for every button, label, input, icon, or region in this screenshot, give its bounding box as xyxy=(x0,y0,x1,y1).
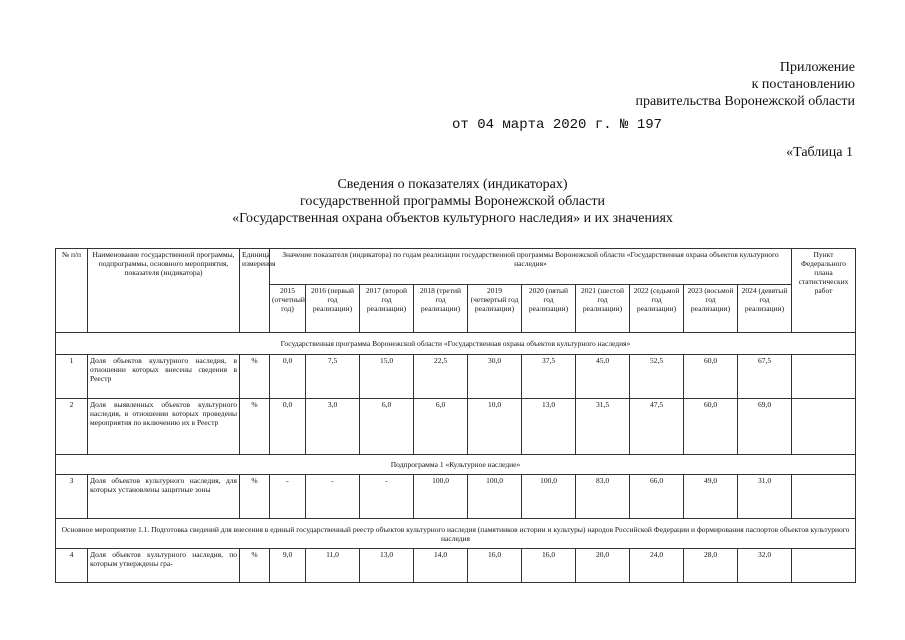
value-cell: - xyxy=(306,475,360,519)
header-year: 2017 (второй год реализации) xyxy=(360,285,414,333)
value-cell: 30,0 xyxy=(468,355,522,399)
value-cell: 37,5 xyxy=(522,355,576,399)
row-name: Доля объектов культурного наследия, для которых установлены защитные зоны xyxy=(88,475,240,519)
header-plan: Пункт Федерального плана статистических работ xyxy=(792,249,856,333)
value-cell: 6,0 xyxy=(414,399,468,455)
header-year: 2022 (седьмой год реализации) xyxy=(630,285,684,333)
value-cell: 67,5 xyxy=(738,355,792,399)
value-cell: 28,0 xyxy=(684,549,738,583)
document-title-line-1: Сведения о показателях (индикаторах) xyxy=(337,177,568,192)
value-cell: 3,0 xyxy=(306,399,360,455)
table-row xyxy=(56,549,856,583)
value-cell: 14,0 xyxy=(414,549,468,583)
header-values-group: Значение показателя (индикатора) по годам реализации государственной программы Воронежской области «Государственная охрана объектов культурного наследия» xyxy=(270,249,792,285)
header-year: 2016 (первый год реализации) xyxy=(306,285,360,333)
table-row xyxy=(56,355,856,399)
row-unit: % xyxy=(240,475,270,519)
value-cell: 22,5 xyxy=(414,355,468,399)
section-main-activity: Основное мероприятие 1.1. Подготовка сведений для внесения в единый государственный реестр объектов культурного наследия (памятников истории и культуры) народов Российской Федерации и формирования паспортов объектов культурного наследия xyxy=(56,519,856,549)
row-name: Доля выявленных объектов культурного наследия, в отношении которых проведены мероприятия по включению их в Реестр xyxy=(88,399,240,455)
value-cell: 13,0 xyxy=(522,399,576,455)
value-cell: - xyxy=(360,475,414,519)
value-cell: 100,0 xyxy=(522,475,576,519)
row-num: 1 xyxy=(56,355,88,399)
value-cell: 45,0 xyxy=(576,355,630,399)
row-unit: % xyxy=(240,399,270,455)
row-num: 4 xyxy=(56,549,88,583)
value-cell: 13,0 xyxy=(360,549,414,583)
plan-cell xyxy=(792,475,856,519)
value-cell: 0,0 xyxy=(270,355,306,399)
value-cell: 31,5 xyxy=(576,399,630,455)
header-name: Наименование государственной программы, подпрограммы, основного мероприятия, показателя (индикатора) xyxy=(88,249,240,333)
value-cell: 11,0 xyxy=(306,549,360,583)
table-row xyxy=(56,475,856,519)
value-cell: 20,0 xyxy=(576,549,630,583)
value-cell: 31,0 xyxy=(738,475,792,519)
header-year: 2020 (пятый год реализации) xyxy=(522,285,576,333)
header-num: № п/п xyxy=(56,249,88,333)
row-unit: % xyxy=(240,355,270,399)
value-cell: 47,5 xyxy=(630,399,684,455)
value-cell: 49,0 xyxy=(684,475,738,519)
header-year: 2023 (восьмой год реализации) xyxy=(684,285,738,333)
value-cell: 66,0 xyxy=(630,475,684,519)
row-name: Доля объектов культурного наследия, в отношении которых внесены сведения в Реестр xyxy=(88,355,240,399)
header-year: 2019 (четвертый год реализации) xyxy=(468,285,522,333)
indicators-table xyxy=(55,248,856,583)
value-cell: 60,0 xyxy=(684,399,738,455)
value-cell: 69,0 xyxy=(738,399,792,455)
value-cell: 6,0 xyxy=(360,399,414,455)
row-unit: % xyxy=(240,549,270,583)
value-cell: 100,0 xyxy=(468,475,522,519)
section-program: Государственная программа Воронежской области «Государственная охрана объектов культурного наследия» xyxy=(56,333,856,355)
appendix-label: Приложение xyxy=(779,60,855,75)
header-year: 2018 (третий год реализации) xyxy=(414,285,468,333)
plan-cell xyxy=(792,549,856,583)
value-cell: 60,0 xyxy=(684,355,738,399)
value-cell: 16,0 xyxy=(522,549,576,583)
row-name: Доля объектов культурного наследия, по которым утверждены гра- xyxy=(88,549,240,583)
header-year: 2015 (отчетный год) xyxy=(270,285,306,333)
value-cell: 0,0 xyxy=(270,399,306,455)
value-cell: 24,0 xyxy=(630,549,684,583)
plan-cell xyxy=(792,399,856,455)
value-cell: 100,0 xyxy=(414,475,468,519)
header-unit: Единица измерения xyxy=(240,249,270,333)
value-cell: 7,5 xyxy=(306,355,360,399)
value-cell: - xyxy=(270,475,306,519)
table-row xyxy=(56,399,856,455)
section-subprogram: Подпрограмма 1 «Культурное наследие» xyxy=(56,455,856,475)
header-year: 2021 (шестой год реализации) xyxy=(576,285,630,333)
header-year: 2024 (девятый год реализации) xyxy=(738,285,792,333)
plan-cell xyxy=(792,355,856,399)
table-reference: «Таблица 1 xyxy=(786,145,853,160)
value-cell: 32,0 xyxy=(738,549,792,583)
row-num: 2 xyxy=(56,399,88,455)
resolution-ref: к постановлению xyxy=(751,77,855,92)
value-cell: 83,0 xyxy=(576,475,630,519)
row-num: 3 xyxy=(56,475,88,519)
government-ref: правительства Воронежской области xyxy=(635,94,855,109)
value-cell: 52,5 xyxy=(630,355,684,399)
value-cell: 10,0 xyxy=(468,399,522,455)
document-title-line-3: «Государственная охрана объектов культурного наследия» и их значениях xyxy=(232,211,673,226)
value-cell: 9,0 xyxy=(270,549,306,583)
date-number-stamp: от 04 марта 2020 г. № 197 xyxy=(452,117,663,133)
value-cell: 16,0 xyxy=(468,549,522,583)
value-cell: 15,0 xyxy=(360,355,414,399)
document-title-line-2: государственной программы Воронежской области xyxy=(300,194,605,209)
